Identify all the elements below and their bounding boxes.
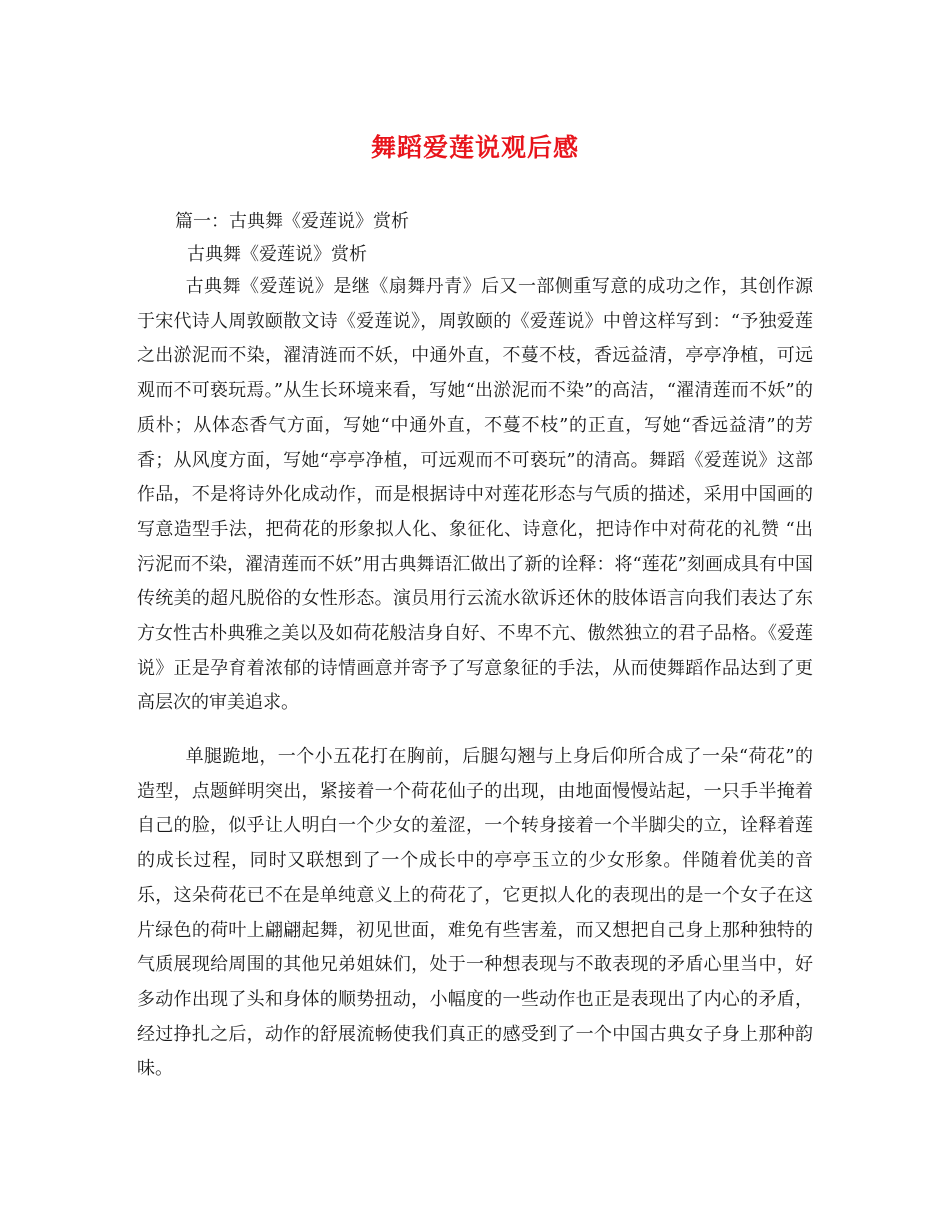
paragraph-2: 单腿跪地，一个小五花打在胸前，后腿勾翘与上身后仰所合成了一朵“荷花”的造型，点题鲜明突出，紧接着一个荷花仙子的出现，由地面慢慢站起，一只手半掩着自己的脸，似乎让人明白一个少女的羞涩，一个转身接着一个半脚尖的立，诠释着莲的成长过程，同时又联想到了一个成长中的亭亭玉立的少女形象。伴随着优美的音乐，这朵荷花已不在是单纯意义上的荷花了，它更拟人化的表现出的是一个女子在这片绿色的荷叶上翩翩起舞，初见世面，难免有些害羞，而又想把自己身上那种独特的气质展现给周围的其他兄弟姐妹们，处于一种想表现与不敢表现的矛盾心里当中，好多动作出现了头和身体的顺势扭动，小幅度的一些动作也正是表现出了内心的矛盾，经过挣扎之后，动作的舒展流畅使我们真正的感受到了一个中国古典女子身上那种韵味。 bbox=[137, 746, 813, 1080]
document-title: 舞蹈爱莲说观后感 bbox=[370, 133, 579, 162]
section-heading: 篇一：古典舞《爱莲说》赏析 bbox=[175, 211, 409, 232]
paragraph-1: 古典舞《爱莲说》是继《扇舞丹青》后又一部侧重写意的成功之作，其创作源于宋代诗人周敦颐散文诗《爱莲说》，周敦颐的《爱莲说》中曾这样写到：“予独爱莲之出淤泥而不染，濯清涟而不妖，中通外直，不蔓不枝，香远益清，亭亭净植，可远观而不可亵玩焉。”从生长环境来看，写她“出淤泥而不染”的高洁，“濯清莲而不妖”的质朴；从体态香气方面，写她“中通外直，不蔓不枝”的正直，写她“香远益清”的芳香；从风度方面，写她“亭亭净植，可远观而不可亵玩”的清高。舞蹈《爱莲说》这部作品，不是将诗外化成动作，而是根据诗中对莲花形态与气质的描述，采用中国画的写意造型手法，把荷花的形象拟人化、象征化、诗意化，把诗作中对荷花的礼赞 “出污泥而不染，濯清莲而不妖”用古典舞语汇做出了新的诠释：将“莲花”刻画成具有中国传统美的超凡脱俗的女性形态。演员用行云流水欲诉还休的肢体语言向我们表达了东方女性古朴典雅之美以及如荷花般洁身自好、不卑不亢、傲然独立的君子品格。《爱莲说》正是孕育着浓郁的诗情画意并寄予了写意象征的手法，从而使舞蹈作品达到了更高层次的审美追求。 bbox=[137, 276, 813, 714]
sub-heading: 古典舞《爱莲说》赏析 bbox=[187, 244, 367, 265]
